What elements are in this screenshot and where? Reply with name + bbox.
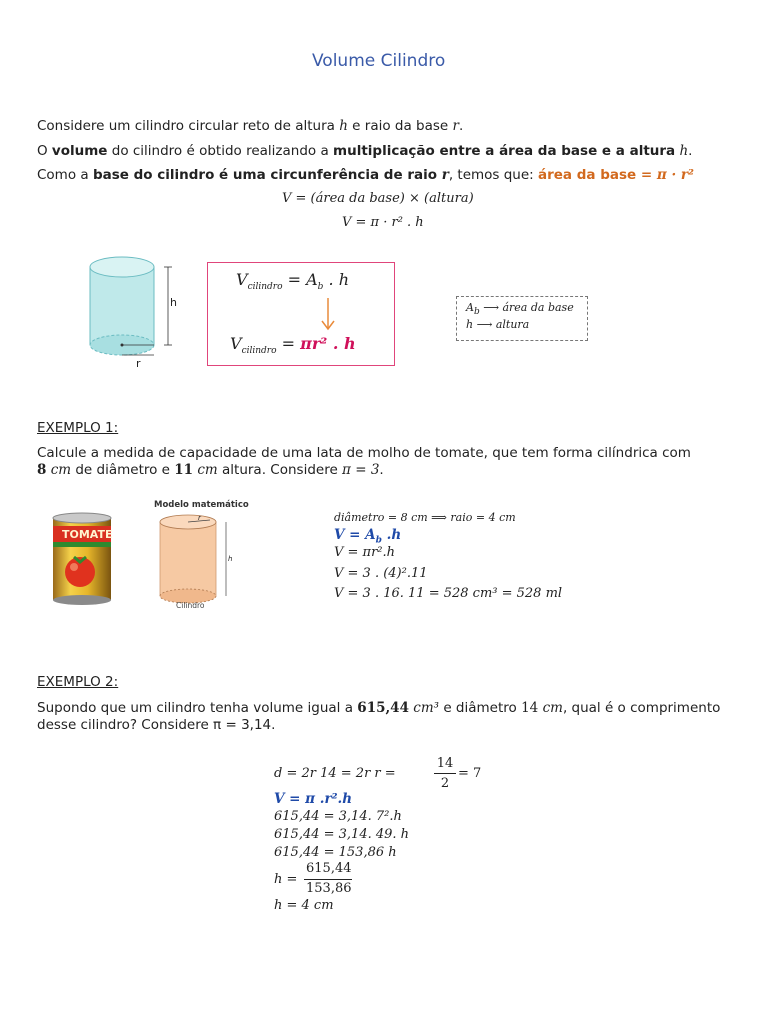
cylinder-r-label: r <box>136 357 141 370</box>
model-cylinder-body <box>160 522 216 596</box>
example2-heading: EXEMPLO 2: <box>37 674 119 690</box>
example2-step-3: 615,44 = 3,14. 7².h <box>274 809 402 824</box>
pi-value: π = 3 <box>342 462 380 478</box>
intro-line-3 <box>37 167 694 183</box>
val-615: 615,44 <box>357 700 409 716</box>
unit-cm: cm <box>193 462 218 478</box>
equals: = <box>276 334 301 353</box>
example2-step-1-end: = 7 <box>458 766 482 781</box>
example2-step-1-den: 2 <box>440 776 450 791</box>
example1-question-2 <box>37 462 384 478</box>
example1-step-5: V = 3 . 16. 11 = 528 cm³ = 528 ml <box>334 586 563 601</box>
cylinder-h-label: h <box>170 296 177 309</box>
intro-text: , temos que: <box>448 167 538 183</box>
sub-b: b <box>317 282 324 293</box>
text: , qual é o comprimento <box>562 700 721 716</box>
formula-h: . h <box>323 270 349 289</box>
formula-pi-r2-h: πr² . h <box>300 334 356 353</box>
legend-a: A <box>466 301 474 314</box>
example1-question-1: Calcule a medida de capacidade de uma lata de molho de tomate, que tem forma cilíndrica com <box>37 445 691 461</box>
example2-question-2: desse cilindro? Considere π = 3,14. <box>37 717 276 733</box>
text: Supondo que um cilindro tenha volume igual a <box>37 700 358 716</box>
step2-h: .h <box>381 527 402 543</box>
unit-cm: cm <box>46 462 72 478</box>
example2-step-1 <box>274 766 396 781</box>
formula-line-2 <box>230 334 356 356</box>
intro-line-1 <box>37 118 463 134</box>
legend-line-1 <box>466 301 574 317</box>
example1-step-2 <box>334 527 401 546</box>
step2-v: V = A <box>334 527 376 543</box>
cylinder-illustration <box>80 255 190 375</box>
intro-text: O <box>37 143 52 159</box>
intro-text: . <box>458 118 464 134</box>
intro-text: Considere um cilindro circular reto de altura <box>37 118 340 134</box>
bold-multiplication: multiplicação entre a área da base e a altura <box>333 143 676 159</box>
example2-step-6-num: 615,44 <box>306 861 352 876</box>
intro-text: . <box>688 143 693 159</box>
bold-volume: volume <box>51 143 108 159</box>
formula-line-1 <box>236 270 349 292</box>
model-title: Modelo matemático <box>154 500 249 510</box>
intro-text: do cilindro é obtido realizando a <box>107 143 334 159</box>
equation-volume-1: V = (área da base) × (altura) <box>282 191 474 206</box>
model-caption: Cilindro <box>176 601 205 610</box>
tomato-can-illustration <box>50 512 114 606</box>
val-8: 8 <box>37 462 47 478</box>
legend-sub-b: b <box>473 307 480 318</box>
example2-step-6-h: h = <box>274 872 298 887</box>
val-14: 14 <box>521 700 539 716</box>
unit-cm: cm <box>538 700 563 716</box>
step1-text: d = 2r 14 = 2r r = <box>274 766 396 781</box>
intro-text: Como a <box>37 167 93 183</box>
bold-base: base do cilindro é uma circunferência de raio <box>92 167 442 183</box>
sub-cilindro: cilindro <box>241 346 277 357</box>
val-11: 11 <box>174 462 194 478</box>
cylinder-body <box>90 267 154 345</box>
example1-step-1: diâmetro = 8 cm ⟹ raio = 4 cm <box>334 511 516 524</box>
sub-cilindro: cilindro <box>247 282 283 293</box>
example2-step-5: 615,44 = 153,86 h <box>274 845 397 860</box>
legend-area: ⟶ área da base <box>479 301 574 314</box>
var-v: V <box>236 270 248 289</box>
var-r: r <box>441 167 449 183</box>
can-label: TOMATE <box>62 528 113 541</box>
example2-step-1-num: 14 <box>436 756 454 771</box>
page-title: Volume Cilindro <box>312 51 446 71</box>
var-h: h <box>339 118 348 134</box>
text: de diâmetro e <box>71 462 175 478</box>
example1-step-4: V = 3 . (4)².11 <box>334 566 428 581</box>
text: . <box>379 462 384 478</box>
example2-step-7: h = 4 cm <box>274 898 334 913</box>
cylinder-top <box>90 257 154 277</box>
example1-heading: EXEMPLO 1: <box>37 420 119 436</box>
text: e diâmetro <box>439 700 522 716</box>
var-v: V <box>230 334 242 353</box>
model-r-label: r <box>198 514 201 522</box>
text: altura. Considere <box>217 462 343 478</box>
formula-ab: = A <box>282 270 318 289</box>
legend-line-2: h ⟶ altura <box>466 318 530 331</box>
center-dot <box>121 344 124 347</box>
model-h-label: h <box>228 555 233 563</box>
example2-question-1 <box>37 700 720 716</box>
fraction-bar <box>304 879 352 880</box>
example1-step-3: V = πr².h <box>334 545 396 560</box>
intro-text: e raio da base <box>347 118 453 134</box>
example2-step-6-den: 153,86 <box>306 881 352 896</box>
example2-step-2: V = π .r².h <box>274 791 353 807</box>
unit-cm3: cm³ <box>408 700 440 716</box>
intro-line-2 <box>37 143 692 159</box>
var-h: h <box>675 143 689 159</box>
arrow-down-icon <box>321 298 335 332</box>
equation-volume-2: V = π · r² . h <box>342 215 424 230</box>
var-r: r <box>452 118 459 134</box>
fraction-bar <box>434 773 456 774</box>
example2-step-4: 615,44 = 3,14. 49. h <box>274 827 410 842</box>
area-base-highlight: área da base <box>538 167 637 183</box>
area-base-formula: = π · r² <box>636 167 694 183</box>
step2-sub: b <box>375 535 382 546</box>
